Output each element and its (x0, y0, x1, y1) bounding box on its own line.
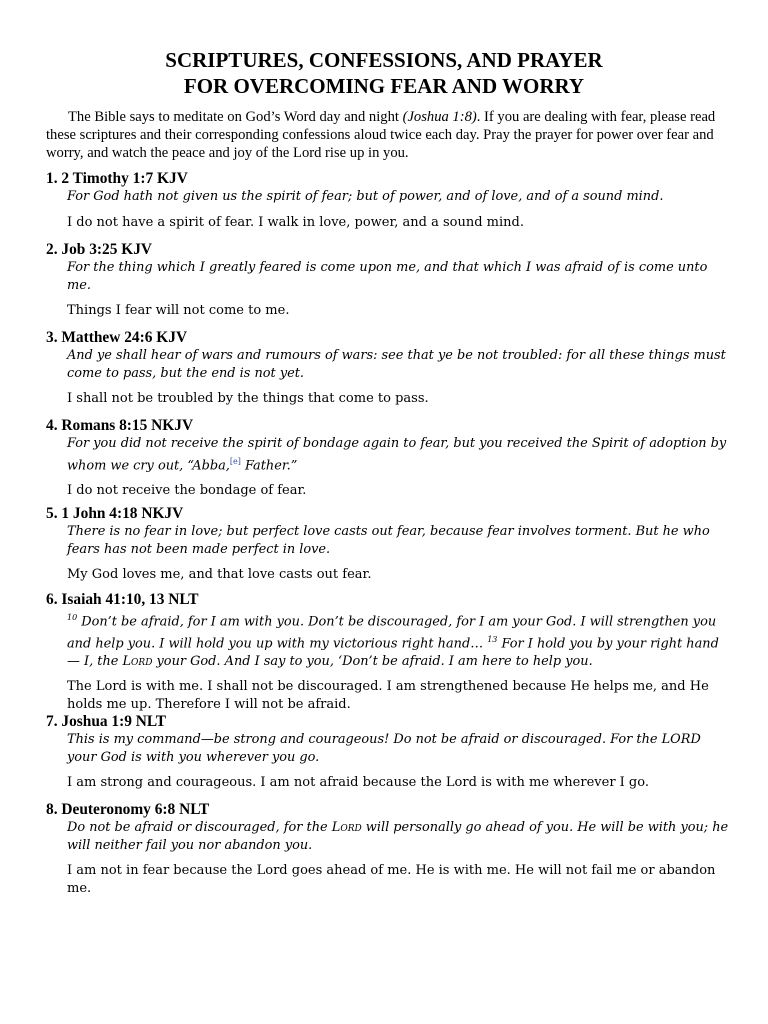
verse-number: 13 (487, 634, 498, 644)
scripture-verse: For God hath not given us the spirit of fear; but of power, and of love, and of a sound mind. (67, 189, 664, 204)
verse-text: Father.” (240, 457, 298, 473)
scripture-reference: 1. 2 Timothy 1:7 KJV (46, 170, 188, 187)
verse-text: Do not be afraid or discouraged, for the (67, 820, 332, 835)
lord-small-caps: Lord (122, 653, 153, 669)
page-title-line-1: SCRIPTURES, CONFESSIONS, AND PRAYER (165, 48, 603, 72)
scripture-section-1 (46, 170, 736, 231)
scripture-reference: 8. Deuteronomy 6:8 NLT (46, 801, 210, 818)
scripture-reference: 3. Matthew 24:6 KJV (46, 329, 188, 346)
scripture-section-5 (46, 505, 736, 584)
intro-paragraph (46, 108, 726, 162)
confession-text: I do not have a spirit of fear. I walk in love, power, and a sound mind. (67, 214, 524, 230)
verse-number: 10 (67, 613, 78, 622)
scripture-section-3 (46, 329, 736, 408)
scripture-section-6 (46, 591, 736, 713)
verse-text: your God. And I say to you, ‘Don’t be afraid. I am here to help you. (152, 653, 593, 669)
verse-text: will personally go ahead of you. He will be with you; he will neither fail you nor abandon you. (67, 820, 729, 853)
confession-text: I shall not be troubled by the things that come to pass. (67, 391, 429, 406)
page-title-line-2: FOR OVERCOMING FEAR AND WORRY (183, 74, 585, 98)
scripture-verse (67, 819, 729, 854)
intro-text-end: . If you are dealing with fear, please read these scriptures and their corresponding confessions aloud twice each day. Pray the prayer for power over fear and worry, and watch the peace and joy of the Lord rise up in you. (46, 109, 716, 161)
scripture-verse: And ye shall hear of wars and rumours of wars: see that ye be not troubled: for all these things must come to pass, but the end is not yet. (67, 348, 726, 381)
confession-text: The Lord is with me. I shall not be discouraged. I am strengthened because He helps me, and He holds me up. Therefore I will not be afraid. (67, 679, 709, 712)
scripture-section-8 (46, 801, 736, 897)
scripture-section-2 (46, 241, 736, 320)
footnote-link[interactable]: [e] (229, 456, 241, 466)
scripture-reference: 6. Isaiah 41:10, 13 NLT (46, 591, 199, 608)
confession-text: Things I fear will not come to me. (67, 303, 290, 318)
scripture-verse: For the thing which I greatly feared is come upon me, and that which I was afraid of is come unto me. (67, 260, 708, 293)
scripture-reference: 7. Joshua 1:9 NLT (46, 713, 167, 730)
verse-text: For you did not receive the spirit of bondage again to fear, but you received the Spirit of adoption by whom we cry out, “Abba, (67, 436, 727, 473)
scripture-verse (67, 609, 729, 670)
verse-text: Don’t be afraid, for I am with you. Don’t be discouraged, for I am your God. I will strengthen you and help you. I will hold you up with my victorious right hand… (67, 614, 717, 652)
lord-small-caps: Lord (331, 820, 362, 835)
scripture-verse: This is my command—be strong and courageous! Do not be afraid or discouraged. For the LORD your God is with you wherever you go. (67, 732, 701, 765)
scripture-verse: There is no fear in love; but perfect love casts out fear, because fear involves torment. But he who fears has not been made perfect in love. (67, 524, 710, 557)
intro-citation: (Joshua 1:8) (402, 109, 477, 125)
confession-text: I do not receive the bondage of fear. (67, 483, 307, 499)
scripture-section-7 (46, 713, 736, 792)
scripture-reference: 4. Romans 8:15 NKJV (46, 417, 194, 434)
scripture-reference: 5. 1 John 4:18 NKJV (46, 505, 184, 522)
verse-text: For I hold you by your right hand— I, the (67, 636, 719, 669)
scripture-section-4 (46, 417, 736, 500)
scripture-verse (67, 435, 729, 474)
scripture-reference: 2. Job 3:25 KJV (46, 241, 153, 258)
confession-text: I am strong and courageous. I am not afraid because the Lord is with me wherever I go. (67, 775, 649, 790)
confession-text: My God loves me, and that love casts out fear. (67, 567, 372, 582)
intro-text-start: The Bible says to meditate on God’s Word day and night (68, 109, 403, 125)
confession-text: I am not in fear because the Lord goes ahead of me. He is with me. He will not fail me or abandon me. (67, 863, 716, 896)
